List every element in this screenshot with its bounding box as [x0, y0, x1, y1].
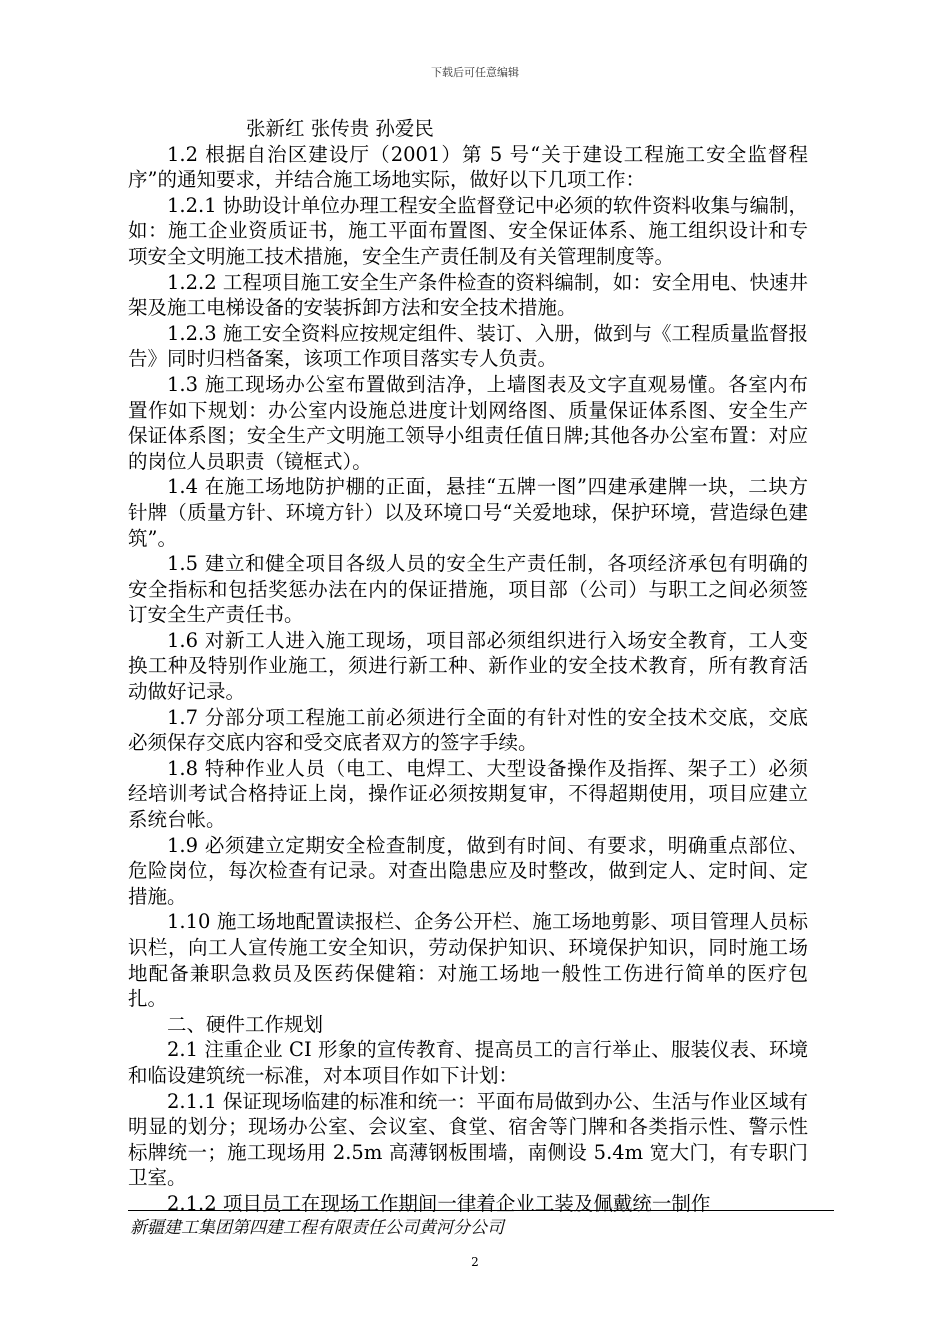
paragraph-1-6: 1.6 对新工人进入施工现场，项目部必须组织进行入场安全教育，工人变换工种及特别作业施工，须进行新工种、新作业的安全技术教育，所有教育活动做好记录。: [128, 628, 808, 704]
paragraph-1-2-2: 1.2.2 工程项目施工安全生产条件检查的资料编制，如：安全用电、快速井架及施工电梯设备的安装拆卸方法和安全技术措施。: [128, 270, 808, 320]
paragraph-2-1: 2.1 注重企业 CI 形象的宣传教育、提高员工的言行举止、服装仪表、环境和临设建筑统一标准，对本项目作如下计划：: [128, 1038, 808, 1087]
paragraph-2-1-2: 2.1.2 项目员工在现场工作期间一律着企业工装及佩戴统一制作: [167, 1191, 711, 1215]
paragraph-1-7: 1.7 分部分项工程施工前必须进行全面的有针对性的安全技术交底，交底必须保存交底内容和受交底者双方的签字手续。: [128, 705, 808, 755]
paragraph-1-9: 1.9 必须建立定期安全检查制度，做到有时间、有要求，明确重点部位、危险岗位，每次检查有记录。对查出隐患应及时整改，做到定人、定时间、定措施。: [128, 833, 808, 908]
paragraph-2-1-1: 2.1.1 保证现场临建的标准和统一：平面布局做到办公、生活与作业区域有明显的划分；现场办公室、会议室、食堂、宿舍等门牌和各类指示性、警示性标牌统一；施工现场用 2.5m 高薄钢板围墙，南侧设 5.4m 宽大门，有专职门卫室。: [128, 1089, 808, 1190]
paragraph-1-8: 1.8 特种作业人员（电工、电焊工、大型设备操作及指挥、架子工）必须经培训考试合格持证上岗，操作证必须按期复审，不得超期使用，项目应建立系统台帐。: [128, 756, 808, 832]
footer-divider: [128, 1210, 834, 1211]
section-heading-2: 二、硬件工作规划: [167, 1012, 324, 1036]
paragraph-1-5: 1.5 建立和健全项目各级人员的安全生产责任制，各项经济承包有明确的安全指标和包括奖惩办法在内的保证措施，项目部（公司）与职工之间必须签订安全生产责任书。: [128, 552, 808, 627]
paragraph-1-10: 1.10 施工场地配置读报栏、企务公开栏、施工场地剪影、项目管理人员标识栏，向工人宣传施工安全知识，劳动保护知识、环境保护知识，同时施工场地配备兼职急救员及医药保健箱：对施工场地一般性工伤进行简单的医疗包扎。: [128, 910, 808, 1011]
page-number: 2: [471, 1255, 479, 1269]
paragraph-1-3: 1.3 施工现场办公室布置做到洁净，上墙图表及文字直观易懂。各室内布置作如下规划：办公室内设施总进度计划网络图、质量保证体系图、安全生产保证体系图；安全生产文明施工领导小组责任值日牌;其他各办公室布置：对应的岗位人员职责（镜框式）。: [128, 372, 808, 473]
paragraph-1-4: 1.4 在施工场地防护棚的正面，悬挂“五牌一图”四建承建牌一块，二块方针牌（质量方针、环境方针）以及环境口号“关爱地球，保护环境，营造绿色建筑”。: [128, 475, 808, 550]
body-text: [128, 116, 808, 1217]
paragraph-1-2-3: 1.2.3 施工安全资料应按规定组件、装订、入册，做到与《工程质量监督报告》同时归档备案，该项工作项目落实专人负责。: [128, 321, 808, 371]
footer-company: 新疆建工集团第四建工程有限责任公司黄河分公司: [130, 1218, 504, 1238]
paragraph-1-2: 1.2 根据自治区建设厅（2001）第 5 号“关于建设工程施工安全监督程序”的通知要求，并结合施工场地实际，做好以下几项工作：: [128, 142, 808, 192]
paragraph-1-2-1: 1.2.1 协助设计单位办理工程安全监督登记中必须的软件资料收集与编制，如：施工企业资质证书，施工平面布置图、安全保证体系、施工组织设计和专项安全文明施工技术措施，安全生产责任制及有关管理制度等。: [128, 193, 808, 268]
names-line: 张新红 张传贵 孙爱民: [246, 117, 434, 140]
header-note: 下载后可任意编辑: [431, 66, 519, 79]
